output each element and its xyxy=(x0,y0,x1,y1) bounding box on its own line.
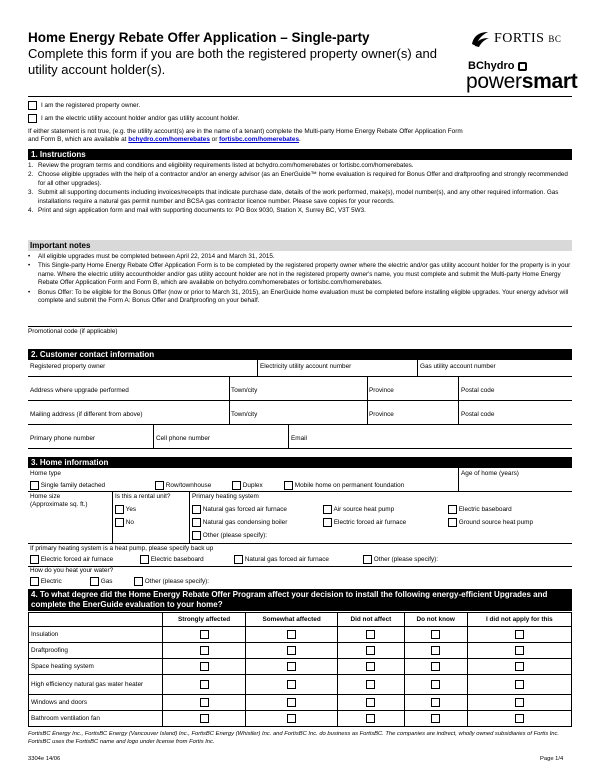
home-size-field[interactable]: Home size xyxy=(30,493,61,500)
q4-checkbox[interactable] xyxy=(200,680,209,689)
q4-col-header: I did not apply for this xyxy=(467,613,571,627)
heat-gas-furnace-checkbox[interactable] xyxy=(192,505,201,514)
instruction-item: 3. Submit all supporting documents including invoices/receipts that indicate purchase date, details of the work performed, make(s), model number(s), and any other required information. Gas installations require a natural gas permit number and BCSA gas contractor licence number. Please save copies for your records. xyxy=(28,189,559,205)
q4-checkbox[interactable] xyxy=(515,662,524,671)
table-row xyxy=(29,695,572,711)
fortis-logo-suffix: BC xyxy=(548,34,562,44)
heat-opt: Electric baseboard xyxy=(448,505,512,514)
q4-checkbox[interactable] xyxy=(287,662,296,671)
province-field[interactable]: Province xyxy=(369,387,394,394)
account-holder-checkbox[interactable] xyxy=(28,114,37,123)
water-opt: Electric xyxy=(30,577,62,586)
home-size-hint: (Approximate sq. ft.) xyxy=(30,501,88,508)
note-item: • All eligible upgrades must be completed between April 22, 2014 and March 31, 2015. xyxy=(28,253,275,260)
town-field[interactable]: Town/city xyxy=(231,387,258,394)
mailing-address-field[interactable]: Mailing address (if different from above) xyxy=(30,411,143,418)
footer-rule xyxy=(28,726,572,727)
heat-ground-pump-checkbox[interactable] xyxy=(448,518,457,527)
important-notes-heading: Important notes xyxy=(28,240,572,251)
fortisbc-link[interactable]: fortisbc.com/homerebates xyxy=(219,136,300,144)
powersmart-logo-text-1: power xyxy=(466,70,522,93)
rental-no-checkbox[interactable] xyxy=(115,518,124,527)
form-subtitle: Complete this form if you are both the registered property owner(s) and utility account holder(s). xyxy=(28,46,437,77)
table-row xyxy=(29,643,572,659)
backup-elec-furnace-checkbox[interactable] xyxy=(30,555,39,564)
fortis-flame-icon xyxy=(468,26,492,50)
heat-opt: Air source heat pump xyxy=(323,505,394,514)
water-question: How do you heat your water? xyxy=(30,567,114,574)
q4-checkbox[interactable] xyxy=(200,698,209,707)
rental-no: No xyxy=(115,518,134,527)
q4-checkbox[interactable] xyxy=(366,630,375,639)
q4-checkbox[interactable] xyxy=(200,630,209,639)
owner-checkbox[interactable] xyxy=(28,101,37,110)
q4-checkbox[interactable] xyxy=(431,680,440,689)
q4-row-label: Space heating system xyxy=(29,659,163,675)
water-other-checkbox[interactable] xyxy=(134,577,143,586)
home-type-mobile: Mobile home on permanent foundation xyxy=(284,481,404,490)
heat-opt: Other (please specify): xyxy=(192,531,267,540)
footer-disclaimer: FortisBC Energy Inc., FortisBC Energy (Vancouver Island) Inc., FortisBC Energy (Whistler) Inc. and FortisBC Inc. do business as FortisBC. The companies are indirect, wholly owned subsidiaries of Fortis Inc. FortisBC uses the FortisBC name and logo under license from Fortis Inc. xyxy=(28,731,560,745)
q4-row-label: Bathroom ventilation fan xyxy=(29,711,163,727)
powersmart-logo xyxy=(466,70,577,94)
bchydro-link[interactable]: bchydro.com/homerebates xyxy=(128,136,210,144)
water-gas-checkbox[interactable] xyxy=(90,577,99,586)
home-age-field[interactable]: Age of home (years) xyxy=(461,470,519,477)
table-row xyxy=(29,659,572,675)
q4-checkbox[interactable] xyxy=(287,680,296,689)
backup-gas-furnace-checkbox[interactable] xyxy=(234,555,243,564)
eligibility-note: If either statement is not true, (e.g. the utility account(s) are in the name of a tenant) complete the Multi-party Home Energy Rebate Offer Application Form and Form B, which are available at bchydro.com/homerebates or fortisbc.com/homerebates. xyxy=(28,128,463,144)
water-electric-checkbox[interactable] xyxy=(30,577,39,586)
backup-opt: Other (please specify): xyxy=(363,555,438,564)
rental-yes-checkbox[interactable] xyxy=(115,505,124,514)
heat-opt: Natural gas condensing boiler xyxy=(192,518,287,527)
note-item: • Bonus Offer: To be eligible for the Bonus Offer (now or prior to March 31, 2015), an EnerGuide home evaluation must be completed before installing eligible upgrades. Your energy advisor will complete and submit the Form A: Bonus Offer and Draftproofing on your behalf. xyxy=(28,288,569,305)
owner-name-field[interactable]: Registered property owner xyxy=(30,363,106,370)
important-notes-list xyxy=(28,253,572,306)
mailing-town-field[interactable]: Town/city xyxy=(231,411,258,418)
q4-checkbox[interactable] xyxy=(366,714,375,723)
heat-baseboard-checkbox[interactable] xyxy=(448,505,457,514)
q4-row-label: High efficiency natural gas water heater xyxy=(29,675,163,695)
q4-col-header: Did not affect xyxy=(338,613,405,627)
postal-code-field[interactable]: Postal code xyxy=(461,387,495,394)
table-row xyxy=(29,627,572,643)
instruction-item: 4. Print and sign application form and mail with supporting documents to: PO Box 9030, Station X, Surrey BC, V3T 5W3. xyxy=(28,207,366,215)
q4-checkbox[interactable] xyxy=(287,630,296,639)
q4-checkbox[interactable] xyxy=(431,662,440,671)
water-opt: Other (please specify): xyxy=(134,577,209,586)
electric-account-field[interactable]: Electricity utility account number xyxy=(260,363,352,370)
form-number: 3304e 14/06 xyxy=(28,756,61,762)
bchydro-logo-text: BChydro xyxy=(468,60,515,72)
backup-baseboard-checkbox[interactable] xyxy=(140,555,149,564)
heat-opt: Ground source heat pump xyxy=(448,518,533,527)
heat-opt: Electric forced air furnace xyxy=(323,518,406,527)
contact-heading: 2. Customer contact information xyxy=(28,349,572,360)
gas-account-field[interactable]: Gas utility account number xyxy=(420,363,496,370)
heat-other-checkbox[interactable] xyxy=(192,531,201,540)
table-row xyxy=(29,675,572,695)
backup-opt: Electric baseboard xyxy=(140,555,204,564)
q4-checkbox[interactable] xyxy=(366,646,375,655)
eligibility-account-row xyxy=(28,114,240,123)
instruction-item: 2. Choose eligible upgrades with the help of a contractor and/or an energy advisor (as an EnerGuide™ home evaluation is required for Bonus Offer and draftproofing and strongly recommended for all other upgrades). xyxy=(28,171,568,187)
q4-checkbox[interactable] xyxy=(200,662,209,671)
table-row xyxy=(29,711,572,727)
q4-checkbox[interactable] xyxy=(431,630,440,639)
backup-other-checkbox[interactable] xyxy=(363,555,372,564)
instruction-item: 1. Review the program terms and conditions and eligibility requirements listed at bchydro.com/homerebates or fortisbc.com/homerebates. xyxy=(28,162,414,169)
single-family-checkbox[interactable] xyxy=(30,481,39,490)
home-type-row: Row/townhouse xyxy=(155,481,211,490)
fortis-logo-text: FORTIS xyxy=(494,31,545,46)
q4-checkbox[interactable] xyxy=(515,646,524,655)
address-field[interactable]: Address where upgrade performed xyxy=(30,387,129,394)
q4-checkbox[interactable] xyxy=(200,714,209,723)
row-townhouse-checkbox[interactable] xyxy=(155,481,164,490)
q4-checkbox[interactable] xyxy=(431,646,440,655)
eligibility-owner-row xyxy=(28,101,140,110)
q4-checkbox[interactable] xyxy=(366,680,375,689)
backup-question: If primary heating system is a heat pump, please specify back up xyxy=(30,545,214,552)
home-type-single: Single family detached xyxy=(30,481,105,490)
instructions-list xyxy=(28,162,572,216)
q4-row-label: Draftproofing xyxy=(29,643,163,659)
cell-phone-field[interactable]: Cell phone number xyxy=(156,435,210,442)
powersmart-logo-text-2: smart xyxy=(521,70,578,93)
q4-col-header: Strongly affected xyxy=(163,613,246,627)
heat-air-pump-checkbox[interactable] xyxy=(323,505,332,514)
q4-checkbox[interactable] xyxy=(431,698,440,707)
q4-checkbox[interactable] xyxy=(366,698,375,707)
fortisbc-logo xyxy=(468,26,578,50)
q4-header-row xyxy=(29,613,572,627)
q4-col-header: Do not know xyxy=(404,613,467,627)
q4-checkbox[interactable] xyxy=(200,646,209,655)
q4-checkbox[interactable] xyxy=(287,646,296,655)
home-type-duplex: Duplex xyxy=(232,481,263,490)
water-opt: Gas xyxy=(90,577,113,586)
heat-gas-boiler-checkbox[interactable] xyxy=(192,518,201,527)
account-holder-checkbox-label: I am the electric utility account holder and/or gas utility account holder. xyxy=(41,115,240,123)
note-item: • This Single-party Home Energy Rebate Offer Application Form is to be completed by the registered property owner where the electric and/or gas utility account holder for the property is in your name. Where the electric utility accountholder and/or gas utility account holder are not in the registered property owner's name, you must complete and submit the Multi-party Home Energy Rebate Offer Application Form and Form B, which are available on bchydro.com/homerebates or fortisbc.com/homerebates. xyxy=(28,262,571,287)
q4-row-label: Windows and doors xyxy=(29,695,163,711)
mailing-postal-field[interactable]: Postal code xyxy=(461,411,495,418)
q4-checkbox[interactable] xyxy=(515,630,524,639)
heat-opt: Natural gas forced air furnace xyxy=(192,505,287,514)
owner-checkbox-label: I am the registered property owner. xyxy=(41,102,141,110)
heat-elec-furnace-checkbox[interactable] xyxy=(323,518,332,527)
q4-empty-header xyxy=(29,613,163,627)
header-rule xyxy=(28,96,572,97)
q4-row-label: Insulation xyxy=(29,627,163,643)
primary-phone-field[interactable]: Primary phone number xyxy=(30,435,96,442)
page-number: Page 1/4 xyxy=(540,756,564,762)
home-type-label: Home type xyxy=(30,470,61,477)
email-field[interactable]: Email xyxy=(291,435,307,442)
q4-checkbox[interactable] xyxy=(515,698,524,707)
q4-checkbox[interactable] xyxy=(515,714,524,723)
mobile-home-checkbox[interactable] xyxy=(284,481,293,490)
q4-table xyxy=(28,612,572,727)
rental-question: Is this a rental unit? xyxy=(115,493,171,500)
instructions-heading: 1. Instructions xyxy=(28,149,572,160)
heating-label: Primary heating system xyxy=(192,493,259,500)
promo-code-label: Promotional code (if applicable) xyxy=(28,328,118,335)
q4-checkbox[interactable] xyxy=(431,714,440,723)
q4-col-header: Somewhat affected xyxy=(246,613,338,627)
mailing-province-field[interactable]: Province xyxy=(369,411,394,418)
form-title: Home Energy Rebate Offer Application – Single-party xyxy=(28,30,370,45)
q4-checkbox[interactable] xyxy=(287,698,296,707)
q4-heading: 4. To what degree did the Home Energy Rebate Offer Program affect your decision to install the following energy-efficient Upgrades and complete the EnerGuide evaluation to your home? xyxy=(28,589,572,611)
q4-checkbox[interactable] xyxy=(515,680,524,689)
q4-checkbox[interactable] xyxy=(287,714,296,723)
q4-checkbox[interactable] xyxy=(366,662,375,671)
backup-opt: Natural gas forced air furnace xyxy=(234,555,329,564)
home-heading: 3. Home information xyxy=(28,457,572,468)
rental-yes: Yes xyxy=(115,505,136,514)
backup-opt: Electric forced air furnace xyxy=(30,555,113,564)
duplex-checkbox[interactable] xyxy=(232,481,241,490)
promo-code-field[interactable] xyxy=(28,326,572,338)
